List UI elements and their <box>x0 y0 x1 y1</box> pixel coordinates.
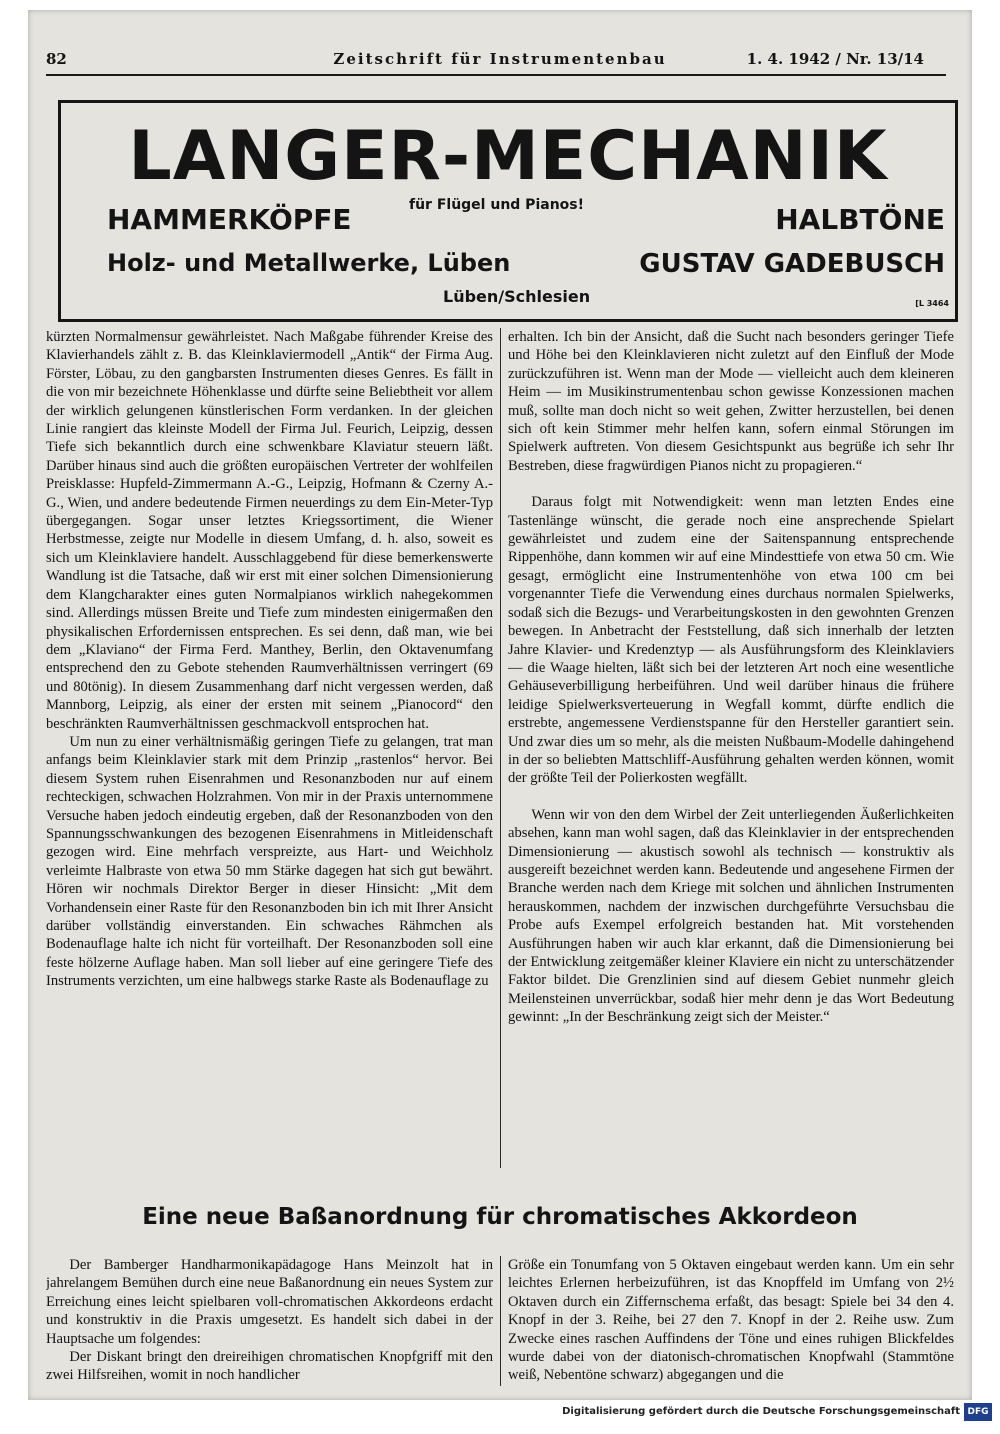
scanned-page <box>28 10 972 1400</box>
ad-product-right: HALBTÖNE <box>775 203 945 236</box>
paragraph: Der Diskant bringt den dreireihigen chromatischen Knopfgriff mit den zwei Hilfsreihen, womit in noch handlicher <box>46 1349 493 1384</box>
ad-firm-right: GUSTAV GADEBUSCH <box>639 249 945 279</box>
paragraph: Um nun zu einer verhältnismäßig geringen Tiefe zu gelangen, trat man anfangs beim Kleinklavier stark mit dem Prinzip „rastenlos“ hervor. Bei diesem System ruhen Eisenrahmen und Resonanzboden nur auf einem rechteckigen, schwachen Holzrahmen. Von mir in der Praxis unternommene Versuche haben jedoch eindeutig ergeben, daß der Resonanzboden von den Spannungsschwankungen des bezogenen Eisenrahmens in Mitleidenschaft gezogen wird. Eine mehrfach verspreizte, aus Hart- und Weichholz verleimte Halbraste von etwa 50 mm Stärke dagegen hat sich gut bewährt. Hören wir nochmals Direktor Berger in dieser Hinsicht: „Mit dem Vorhandensein einer Raste für den Resonanzboden bin ich mit Ihrer Ansicht darüber vollständig einverstanden. Ein schwaches Rähmchen als Bodenauflage halte ich nicht für vorteilhaft. Der Resonanzboden soll eine feste hölzerne Auflage haben. Man soll lieber auf eine geringere Tiefe des Instruments verzichten, um eine halbwegs starke Raste als Bodenauflage zu <box>46 733 493 990</box>
ad-code: [L 3464 <box>915 299 949 308</box>
new-article-column-left <box>46 1256 493 1386</box>
paragraph: Daraus folgt mit Notwendigkeit: wenn man letzten Endes eine Tastenlänge wünscht, die gerade noch eine ansprechende Spielart gewährleistet und zudem eine der Saitenspannung entsprechende Rippenhöhe, dann kommen wir auf eine Mindesttiefe von etwa 50 cm. Wie gesagt, ermöglicht eine Instrumentenhöhe von etwa 100 cm bei vorgenannter Tiefe die Verwendung eines durchaus normalen Spielwerks, sodaß sich die Bezugs- und Verarbeitungskosten in den gewohnten Grenzen bewegen. In Anbetracht der Feststellung, daß sich innerhalb der letzten Jahre Klavier- und Kredenztyp — als Ausführungsform des Kleinklaviers — die Waage hielten, läßt sich bei der letzteren Art noch eine wesentliche Gehäuseverbilligung herbeiführen. Und weil darüber hinaus die frühere leidige Spielwerksverteuerung in Wegfall kommt, dürfte endlich die erstrebte, angemessene Verdienstspanne für den Hersteller garantiert sein. Und zwar dies um so mehr, als die meisten Nußbaum-Modelle dahingehend in der so beliebten Mattschliff-Ausführung gehalten werden können, womit der größte Teil der Polierkosten wegfällt. <box>508 494 954 787</box>
ad-tagline: für Flügel und Pianos! <box>409 197 584 213</box>
header-rule <box>46 74 946 76</box>
paragraph: Der Bamberger Handharmonikapädagoge Hans Meinzolt hat in jahrelangem Bemühen durch eine neue Baßanordnung ein neues System zur Erreichung eines leicht spielbaren voll-chromatischen Akkordeons erdacht und konstruktiv in die Praxis umgesetzt. Es handelt sich dabei in der Hauptsache um folgendes: <box>46 1257 493 1347</box>
column-divider <box>500 328 501 1168</box>
ad-product-left: HAMMERKÖPFE <box>107 203 352 236</box>
article-column-left <box>46 328 493 1168</box>
journal-title: Zeitschrift für Instrumentenbau <box>333 50 667 68</box>
ad-firm-left: Holz- und Metallwerke, Lüben <box>107 249 511 277</box>
paragraph: kürzten Normalmensur gewährleistet. Nach Maßgabe führender Kreise des Klavierhandels zählt z. B. das Kleinklaviermodell „Antik“ der Firma Aug. Förster, Löbau, zu den gangbarsten Instrumenten dieses Genres. Es fällt in die von mir bezeichnete Höhenklasse und dürfte seine Beliebtheit vor allem der wirklich gelungenen künstlerischen Form verdanken. In der gleichen Linie rangiert das kleinste Modell der Firma Jul. Feurich, Leipzig, dessen Tiefe sich bekanntlich durch eine schwenkbare Klaviatur steuern läßt. Darüber hinaus sind auch die größten europäischen Vertreter der wohlfeilen Preisklasse: Hupfeld-Zimmermann A.-G., Leipzig, Hofmann & Czerny A.-G., Wien, und andere bedeutende Firmen neuerdings zu dem Ein-Meter-Typ übergegangen. Sogar unser letztes Kriegssortiment, die Wiener Herbstmesse, zeigte nur Modelle in diesem Umfang, d. h. also, soweit es sich um Kleinklaviere handelt. Ausschlaggebend für diese bemerkenswerte Wandlung ist die Tatsache, daß wir erst mit einer solchen Dimensionierung dem Klangcharakter eines guten Normalpianos wirklich nahegekommen sind. Allerdings müssen Breite und Tiefe zum mindesten einigermaßen den physikalischen Erfordernissen entsprechen. Es sei denn, daß man, wie bei dem „Klaviano“ der Firma Ferd. Manthey, Berlin, den Oktavenumfang entsprechend den zu Gebote stehenden Raumverhältnissen verringert (69 und 80tönig). In diesem Zusammenhang darf nicht vergessen werden, daß Mannborg, Leipzig, als einer der ersten mit seinem „Pianocord“ den beschränkten Raumverhältnissen geschmackvoll entsprochen hat. <box>46 329 493 732</box>
paragraph: Größe ein Tonumfang von 5 Oktaven eingebaut werden kann. Um ein sehr leichtes Erlernen herbeizuführen, ist das Knopffeld im Umfang von 2½ Oktaven durch ein Ziffernschema erfaßt, das besagt: Spiele bei 34 den 4. Knopf in der 3. Reihe, bei 27 den 7. Knopf in der 2. Reihe usw. Zum Zwecke eines raschen Auffindens der Töne und eines ruhigen Blickfeldes wurde dabei von der diatonisch-chromatischen Knopfwahl (Stammtöne weiß, Nebentöne schwarz) abgegangen und die <box>508 1257 954 1384</box>
article-column-right <box>508 328 954 1168</box>
ad-location: Lüben/Schlesien <box>443 287 591 306</box>
issue-date: 1. 4. 1942 / Nr. 13/14 <box>746 50 924 68</box>
dfg-logo: DFG <box>964 1403 992 1421</box>
column-divider <box>500 1256 501 1386</box>
advertisement-box <box>58 100 958 322</box>
new-article-column-right <box>508 1256 954 1386</box>
paragraph: erhalten. Ich bin der Ansicht, daß die Sucht nach besonders geringer Tiefe und Höhe bei den Kleinklavieren nicht zuletzt auf den Einfluß der Mode zurückzuführen ist. Wenn man der Mode — vielleicht auch dem kleineren Heim — im Musikinstrumentenbau schon gewisse Konzessionen machen muß, sollte man doch nicht so weit gehen, Zwitter herzustellen, bei denen sich oft kein Stimmer mehr helfen kann, sofern einmal Störungen im Spielwerk auftreten. Von diesem Gesichtspunkt aus begrüße ich sehr Ihr Bestreben, diese fragwürdigen Pianos nicht zu propagieren.“ <box>508 329 954 474</box>
page-number: 82 <box>46 50 67 68</box>
paragraph: Wenn wir von den dem Wirbel der Zeit unterliegenden Äußerlichkeiten absehen, kann man wohl sagen, daß das Kleinklavier in der entsprechenden Dimensionierung — akustisch sowohl als technisch — konstruktiv als ausgereift bezeichnet werden kann. Bedeutende und angesehene Firmen der Branche werden nach dem Kriege mit solchen und ähnlichen Instrumenten herauskommen, nachdem der inzwischen durchgeführte Versuchsbau die Probe aufs Exempel erfolgreich bestanden hat. Mit vorstehenden Ausführungen haben wir auch klar erkannt, daß die Dimensionierung bei der Entwicklung zeitgemäßer kleiner Klaviere ein nicht zu unterschätzender Faktor bildet. Die Grenzlinien sind auf diesem Gebiet nunmehr gleich Meilensteinen unverrückbar, sodaß hier mehr denn je das Wort Bedeutung gewinnt: „In der Beschränkung zeigt sich der Meister.“ <box>508 806 954 1026</box>
article-heading: Eine neue Baßanordnung für chromatisches Akkordeon <box>142 1204 858 1230</box>
running-head <box>28 50 972 74</box>
digitization-credit: Digitalisierung gefördert durch die Deutsche Forschungsgemeinschaft <box>562 1406 960 1417</box>
ad-company-name: LANGER-MECHANIK <box>128 117 888 196</box>
